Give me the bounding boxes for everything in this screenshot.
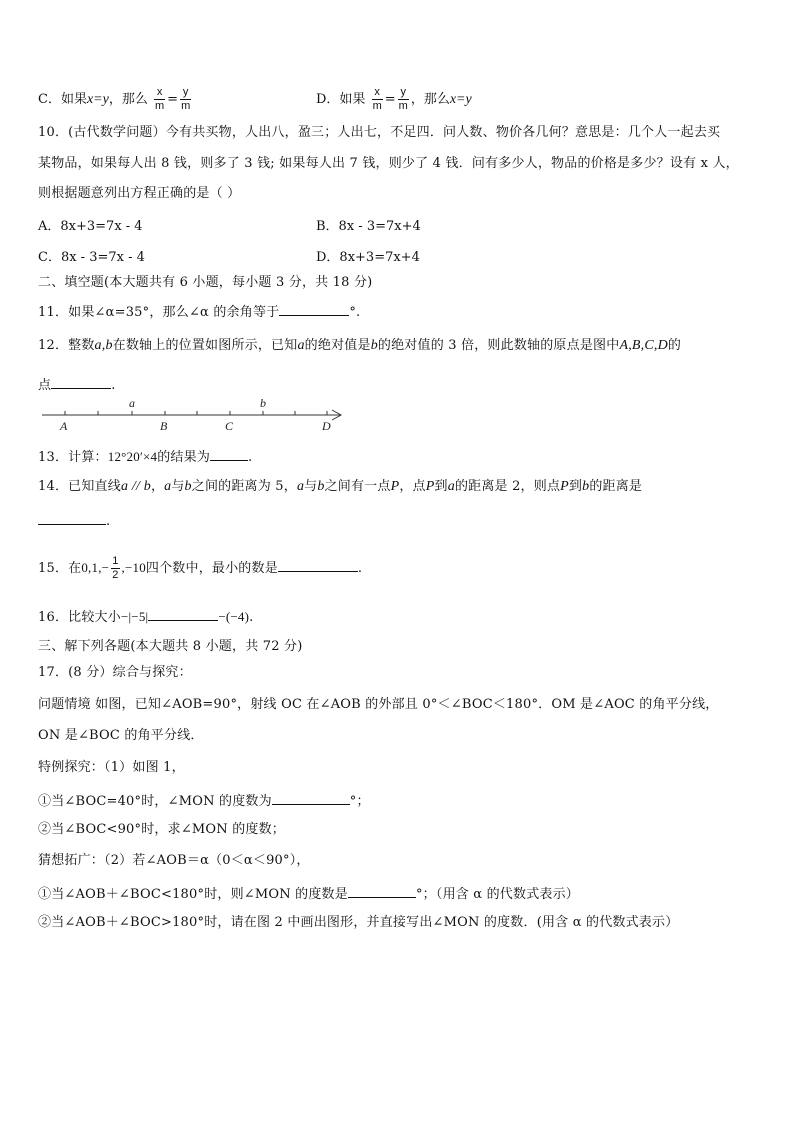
q12-line2-pre: 点 — [38, 378, 52, 393]
q10-line-3: 则根据题意列出方程正确的是（ ） — [38, 186, 241, 201]
q14-var: b — [582, 479, 590, 494]
q14-var: P — [390, 479, 400, 494]
q14-text: 的距离是 — [589, 479, 643, 494]
q16 — [38, 606, 760, 627]
frac-denominator: m — [372, 100, 382, 112]
q10-option-d: D．8x+3=7x+4 — [316, 250, 420, 265]
q14-text: ， — [150, 479, 165, 494]
q14-text: 到 — [568, 479, 583, 494]
q16-left-expression: −|−5| — [120, 609, 149, 624]
q16-pre: 16．比较大小 — [38, 610, 121, 625]
q12-mid-1: 在数轴上的位置如图所示，已知 — [112, 338, 298, 353]
q13-post: 的结果为 — [157, 450, 211, 465]
q12-var-a: a — [297, 338, 305, 353]
q14-answer-blank — [38, 510, 106, 525]
q12-pre: 12．整数 — [38, 338, 95, 353]
q12-var-b: b — [370, 338, 378, 353]
q11 — [38, 301, 760, 322]
q17-line-1: 17．(8 分）综合与探究： — [38, 665, 192, 680]
q14-var: a — [447, 479, 455, 494]
q11-text: 11．如果∠α=35°，那么∠α 的余角等于 — [38, 305, 280, 320]
q14-text: 的距离是 2，则点 — [454, 479, 561, 494]
q17-line-7: 猜想拓广：（2）若∠AOB＝α（0＜α＜90°）， — [38, 853, 310, 868]
q14-text: ，点 — [399, 479, 426, 494]
frac-numerator: y — [398, 86, 409, 100]
frac-denominator: m — [181, 100, 191, 112]
number-line-ticks — [65, 411, 327, 415]
number-line-label-A: A — [60, 419, 68, 433]
frac-denominator: m — [398, 100, 408, 112]
frac-numerator: x — [372, 86, 383, 100]
q15-numbers-b: ,−10 — [121, 560, 146, 575]
q14-parallel: a // b — [120, 479, 151, 494]
q14-line-1 — [38, 478, 760, 496]
q10-option-a: A．8x+3=7x - 4 — [38, 219, 143, 234]
q17-l8-pre: ①当∠AOB＋∠BOC<180°时，则∠MON 的度数是 — [38, 887, 348, 902]
q9-d-equation: x=y — [449, 92, 472, 107]
q15-answer-blank — [278, 557, 358, 572]
q9-d-prefix: D．如果 — [316, 92, 366, 107]
q14-pre: 14．已知直线 — [38, 479, 121, 494]
q17-line-4: 特例探究：（1）如图 1， — [38, 760, 185, 775]
number-line-label-D: D — [322, 419, 331, 433]
q15 — [38, 555, 760, 582]
q17-l5-suffix: °； — [349, 794, 370, 809]
frac-denominator: 2 — [112, 569, 119, 581]
q10-option-c: C．8x - 3=7x - 4 — [38, 250, 145, 265]
q12-line2-suffix: . — [111, 378, 116, 393]
q16-right-expression: −(−4) — [218, 609, 250, 624]
q17-line-8 — [38, 883, 760, 904]
frac-numerator: x — [154, 86, 165, 100]
section-3-heading: 三、解下列各题(本大题共 8 小题，共 72 分) — [38, 639, 303, 654]
number-line-label-B: B — [160, 419, 168, 433]
q14-var: b — [184, 479, 192, 494]
q11-answer-blank — [279, 301, 349, 316]
q9-c-equation: x=y — [86, 92, 109, 107]
q9-option-d — [316, 86, 472, 113]
q17-l8-suffix: °；（用含 α 的代数式表示） — [415, 887, 580, 902]
q10-option-b: B．8x - 3=7x+4 — [316, 219, 421, 234]
q13 — [38, 446, 760, 467]
section-2-heading: 二、填空题(本大题共有 6 小题，每小题 3 分，共 18 分) — [38, 275, 373, 290]
q13-pre: 13．计算： — [38, 450, 108, 465]
q14-line-2 — [38, 510, 760, 531]
q10-line-1: 10．(古代数学问题）今有共买物，人出八，盈三；人出七，不足四．问人数、物价各几何？意思是：几个人一起去买 — [38, 125, 721, 140]
number-line-figure — [36, 395, 348, 435]
q17-line-9: ②当∠AOB＋∠BOC>180°时，请在图 2 中画出图形，并直接写出∠MON 的度数．(用含 α 的代数式表示） — [38, 915, 679, 930]
q14-text: 到 — [434, 479, 448, 494]
q12-mid-3: 的绝对值的 3 倍，则此数轴的原点是图中 — [377, 338, 620, 353]
q14-var: P — [425, 479, 435, 494]
q13-answer-blank — [210, 446, 248, 461]
q15-post: 四个数中，最小的数是 — [145, 561, 278, 576]
q16-suffix: . — [249, 610, 254, 625]
q14-text: 与 — [171, 479, 185, 494]
q13-suffix: . — [248, 450, 253, 465]
q15-suffix: . — [357, 561, 363, 576]
q14-text: 之间的距离为 5， — [191, 479, 297, 494]
q17-line-6: ②当∠BOC<90°时，求∠MON 的度数； — [38, 822, 285, 837]
q12-line-1 — [38, 337, 760, 355]
q14-var: a — [164, 479, 172, 494]
q9-c-equals: = — [167, 92, 179, 107]
number-line-label-a: a — [129, 396, 135, 410]
q9-c-mid: ，那么 — [108, 92, 148, 107]
q14-var: a — [296, 479, 305, 494]
q12-points: A,B,C,D — [619, 338, 668, 353]
q14-var: b — [317, 479, 325, 494]
q17-line-3: ON 是∠BOC 的角平分线． — [38, 728, 204, 743]
q16-answer-blank — [148, 606, 218, 621]
q13-expression: 12°20′×4 — [107, 449, 158, 464]
q9-d-equals: = — [384, 92, 396, 107]
q15-fraction — [111, 555, 119, 582]
q17-l5-answer-blank — [272, 790, 350, 805]
q14-text: 与 — [304, 479, 318, 494]
q14-var: P — [560, 479, 569, 494]
q11-suffix: °. — [349, 305, 361, 320]
frac-numerator: 1 — [112, 555, 119, 567]
number-line-label-C: C — [225, 419, 234, 433]
q12-line-2 — [38, 374, 760, 395]
q12-answer-blank — [51, 374, 111, 389]
q9-d-mid: ，那么 — [410, 92, 450, 107]
q15-pre: 15．在 — [38, 561, 82, 576]
frac-denominator: m — [154, 100, 165, 112]
q12-mid-2: 的绝对值是 — [304, 338, 371, 353]
q9-c-fraction-2 — [180, 86, 191, 113]
number-line-label-b: b — [260, 396, 266, 410]
q12-vars: a,b — [94, 338, 113, 353]
q14-text: 之间有一点 — [324, 479, 391, 494]
frac-numerator: y — [180, 86, 191, 100]
q17-line-5 — [38, 790, 760, 811]
q9-c-fraction-1 — [154, 86, 165, 113]
q9-d-fraction-2 — [398, 86, 409, 113]
q9-option-c — [38, 86, 193, 113]
q17-line-2: 问题情境 如图，已知∠AOB=90°，射线 OC 在∠AOB 的外部且 0°＜∠BOC＜180°．OM 是∠AOC 的角平分线， — [38, 697, 719, 712]
q12-end: 的 — [667, 338, 682, 353]
q17-l5-pre: ①当∠BOC=40°时，∠MON 的度数为 — [38, 794, 272, 809]
q9-d-fraction-1 — [372, 86, 383, 113]
q15-numbers-a: 0,1,− — [81, 560, 110, 575]
q14-suffix: . — [106, 514, 111, 529]
q10-line-2: 某物品，如果每人出 8 钱，则多了 3 钱; 如果每人出 7 钱，则少了 4 钱．问有多少人，物品的价格是多少？设有 x 人， — [38, 156, 739, 171]
q9-c-prefix: C．如果 — [38, 92, 87, 107]
q17-l8-answer-blank — [348, 883, 416, 898]
